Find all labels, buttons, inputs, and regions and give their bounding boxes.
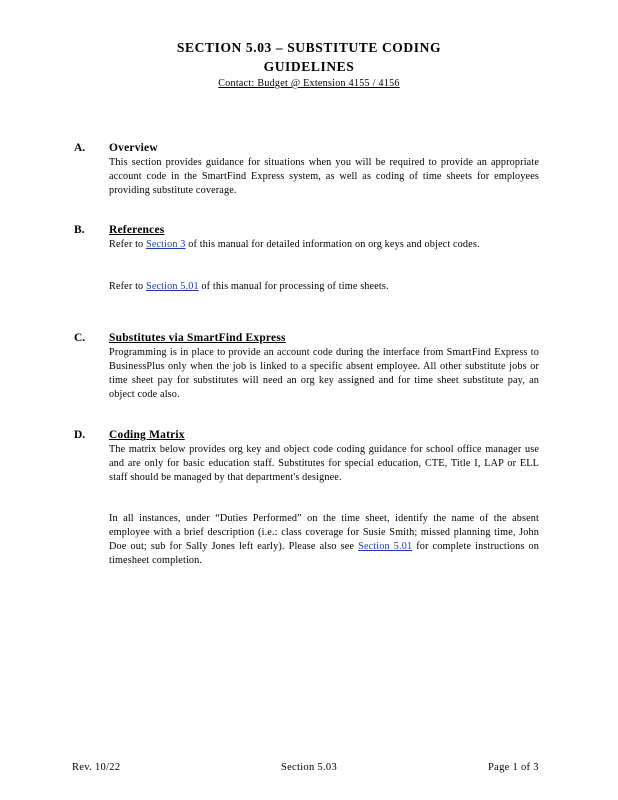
section-d-heading: Coding Matrix	[109, 429, 185, 441]
section-c-text: Programming is in place to provide an account code during the interface from SmartFind Express to BusinessPlus only when the job is linked to a specific absent employee. All other substitute jobs or time sheet pay for substitutes will need an org key assigned and for time sheet substitute pay, an object code also.	[109, 347, 539, 400]
section-b-p1-before: Refer to	[109, 239, 146, 250]
section-5-01-link-2[interactable]: Section 5.01	[358, 541, 413, 552]
section-d-p2-after: for complete instructions on timesheet completion.	[109, 541, 540, 566]
section-c-letter: C.	[74, 332, 86, 344]
page-title	[0, 38, 618, 76]
section-b-p1-after: of this manual for detailed information on org keys and object codes.	[185, 239, 480, 250]
section-d-paragraph-1: The matrix below provides org key and object code coding guidance for school office manager use and are only for basic education staff. Substitutes for special education, CTE, Title I, LAP or ELL staff should be managed by that department's designee.	[109, 444, 539, 483]
footer-page-number: Page 1 of 3	[488, 762, 539, 773]
section-b-paragraph-2	[109, 280, 539, 294]
footer-section: Section 5.03	[280, 762, 338, 773]
footer-revision: Rev. 10/22	[72, 762, 121, 773]
section-c-heading: Substitutes via SmartFind Express	[109, 332, 286, 344]
title-line-2: GUIDELINES	[263, 59, 355, 74]
section-b-p2-after: of this manual for processing of time sheets.	[198, 281, 389, 292]
section-3-link[interactable]: Section 3	[146, 239, 186, 250]
section-b-p2-before: Refer to	[109, 281, 146, 292]
section-b-heading: References	[109, 224, 165, 236]
section-b-letter: B.	[74, 224, 85, 236]
section-a-text: This section provides guidance for situations when you will be required to provide an appropriate account code in the SmartFind Express system, as well as coding of time sheets for employees providing substitute coverage.	[109, 157, 539, 196]
section-d-p2-text: In all instances, under “Duties Performed” on the time sheet, identify the name of the absent employee with a brief description (i.e.: class coverage for Susie Smith; missed planning time, John Doe out; sub for Sally Jones left early). Please also see	[109, 513, 539, 552]
section-5-01-link[interactable]: Section 5.01	[146, 281, 199, 292]
contact-text: Contact: Budget @ Extension 4155 / 4156	[218, 78, 400, 89]
section-d-letter: D.	[74, 429, 86, 441]
section-a-heading: Overview	[109, 142, 158, 154]
section-a-letter: A.	[74, 142, 86, 154]
section-b-paragraph-1	[109, 238, 539, 252]
contact-line	[0, 78, 618, 89]
section-d-paragraph-2	[109, 512, 539, 568]
title-line-1: SECTION 5.03 – SUBSTITUTE CODING	[176, 40, 442, 55]
